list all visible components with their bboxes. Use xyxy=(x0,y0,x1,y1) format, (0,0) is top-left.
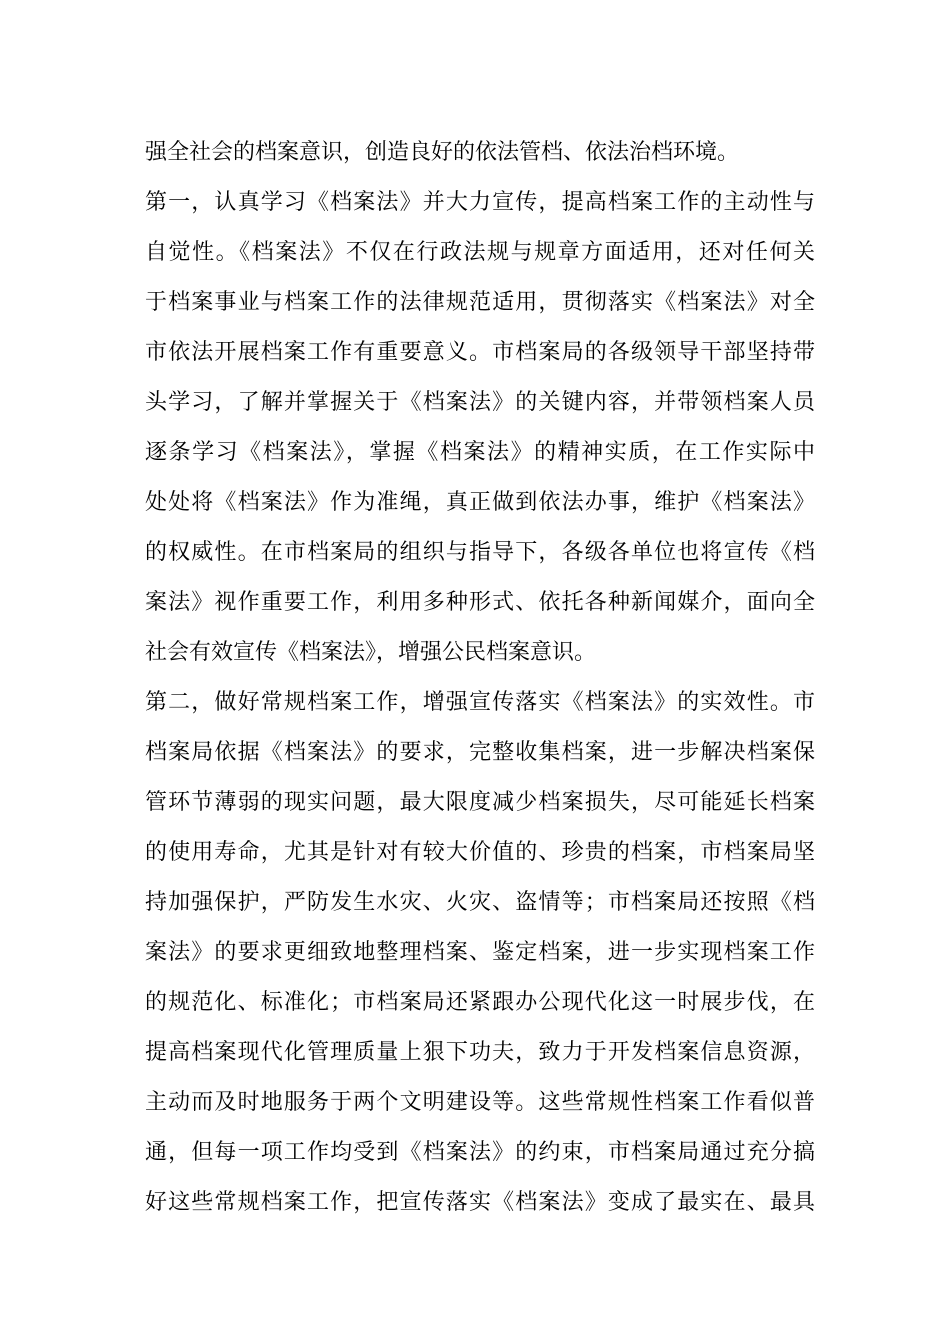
text-line: 的规范化、标准化；市档案局还紧跟办公现代化这一时展步伐，在 xyxy=(145,990,815,1015)
text-line: 主动而及时地服务于两个文明建设等。这些常规性档案工作看似普 xyxy=(145,1090,815,1115)
text-line: 逐条学习《档案法》，掌握《档案法》的精神实质，在工作实际中 xyxy=(145,440,815,465)
text-line: 管环节薄弱的现实问题，最大限度减少档案损失，尽可能延长档案 xyxy=(145,790,815,815)
text-line: 的权威性。在市档案局的组织与指导下，各级各单位也将宣传《档 xyxy=(145,540,815,565)
text-line: 市依法开展档案工作有重要意义。市档案局的各级领导干部坚持带 xyxy=(145,340,815,365)
text-line: 自觉性。《档案法》不仅在行政法规与规章方面适用，还对任何关 xyxy=(145,240,815,265)
text-line: 提高档案现代化管理质量上狠下功夫，致力于开发档案信息资源， xyxy=(145,1040,815,1065)
text-line: 第一，认真学习《档案法》并大力宣传，提高档案工作的主动性与 xyxy=(145,190,815,215)
text-line: 强全社会的档案意识，创造良好的依法管档、依法治档环境。 xyxy=(145,140,740,165)
text-line: 于档案事业与档案工作的法律规范适用，贯彻落实《档案法》对全 xyxy=(145,290,815,315)
text-line: 档案局依据《档案法》的要求，完整收集档案，进一步解决档案保 xyxy=(145,740,815,765)
text-line: 的使用寿命，尤其是针对有较大价值的、珍贵的档案，市档案局坚 xyxy=(145,840,815,865)
text-line: 案法》的要求更细致地整理档案、鉴定档案，进一步实现档案工作 xyxy=(145,940,815,965)
text-line: 案法》视作重要工作，利用多种形式、依托各种新闻媒介，面向全 xyxy=(145,590,815,615)
text-line: 通，但每一项工作均受到《档案法》的约束，市档案局通过充分搞 xyxy=(145,1140,815,1165)
body-text xyxy=(145,128,815,1228)
text-line: 持加强保护，严防发生水灾、火灾、盗情等；市档案局还按照《档 xyxy=(145,890,815,915)
text-line: 好这些常规档案工作，把宣传落实《档案法》变成了最实在、最具 xyxy=(145,1190,815,1215)
text-line: 社会有效宣传《档案法》，增强公民档案意识。 xyxy=(145,640,597,665)
text-line: 处处将《档案法》作为准绳，真正做到依法办事，维护《档案法》 xyxy=(145,490,815,515)
text-line: 头学习，了解并掌握关于《档案法》的关键内容，并带领档案人员 xyxy=(145,390,815,415)
text-line: 第二，做好常规档案工作，增强宣传落实《档案法》的实效性。市 xyxy=(145,690,815,715)
